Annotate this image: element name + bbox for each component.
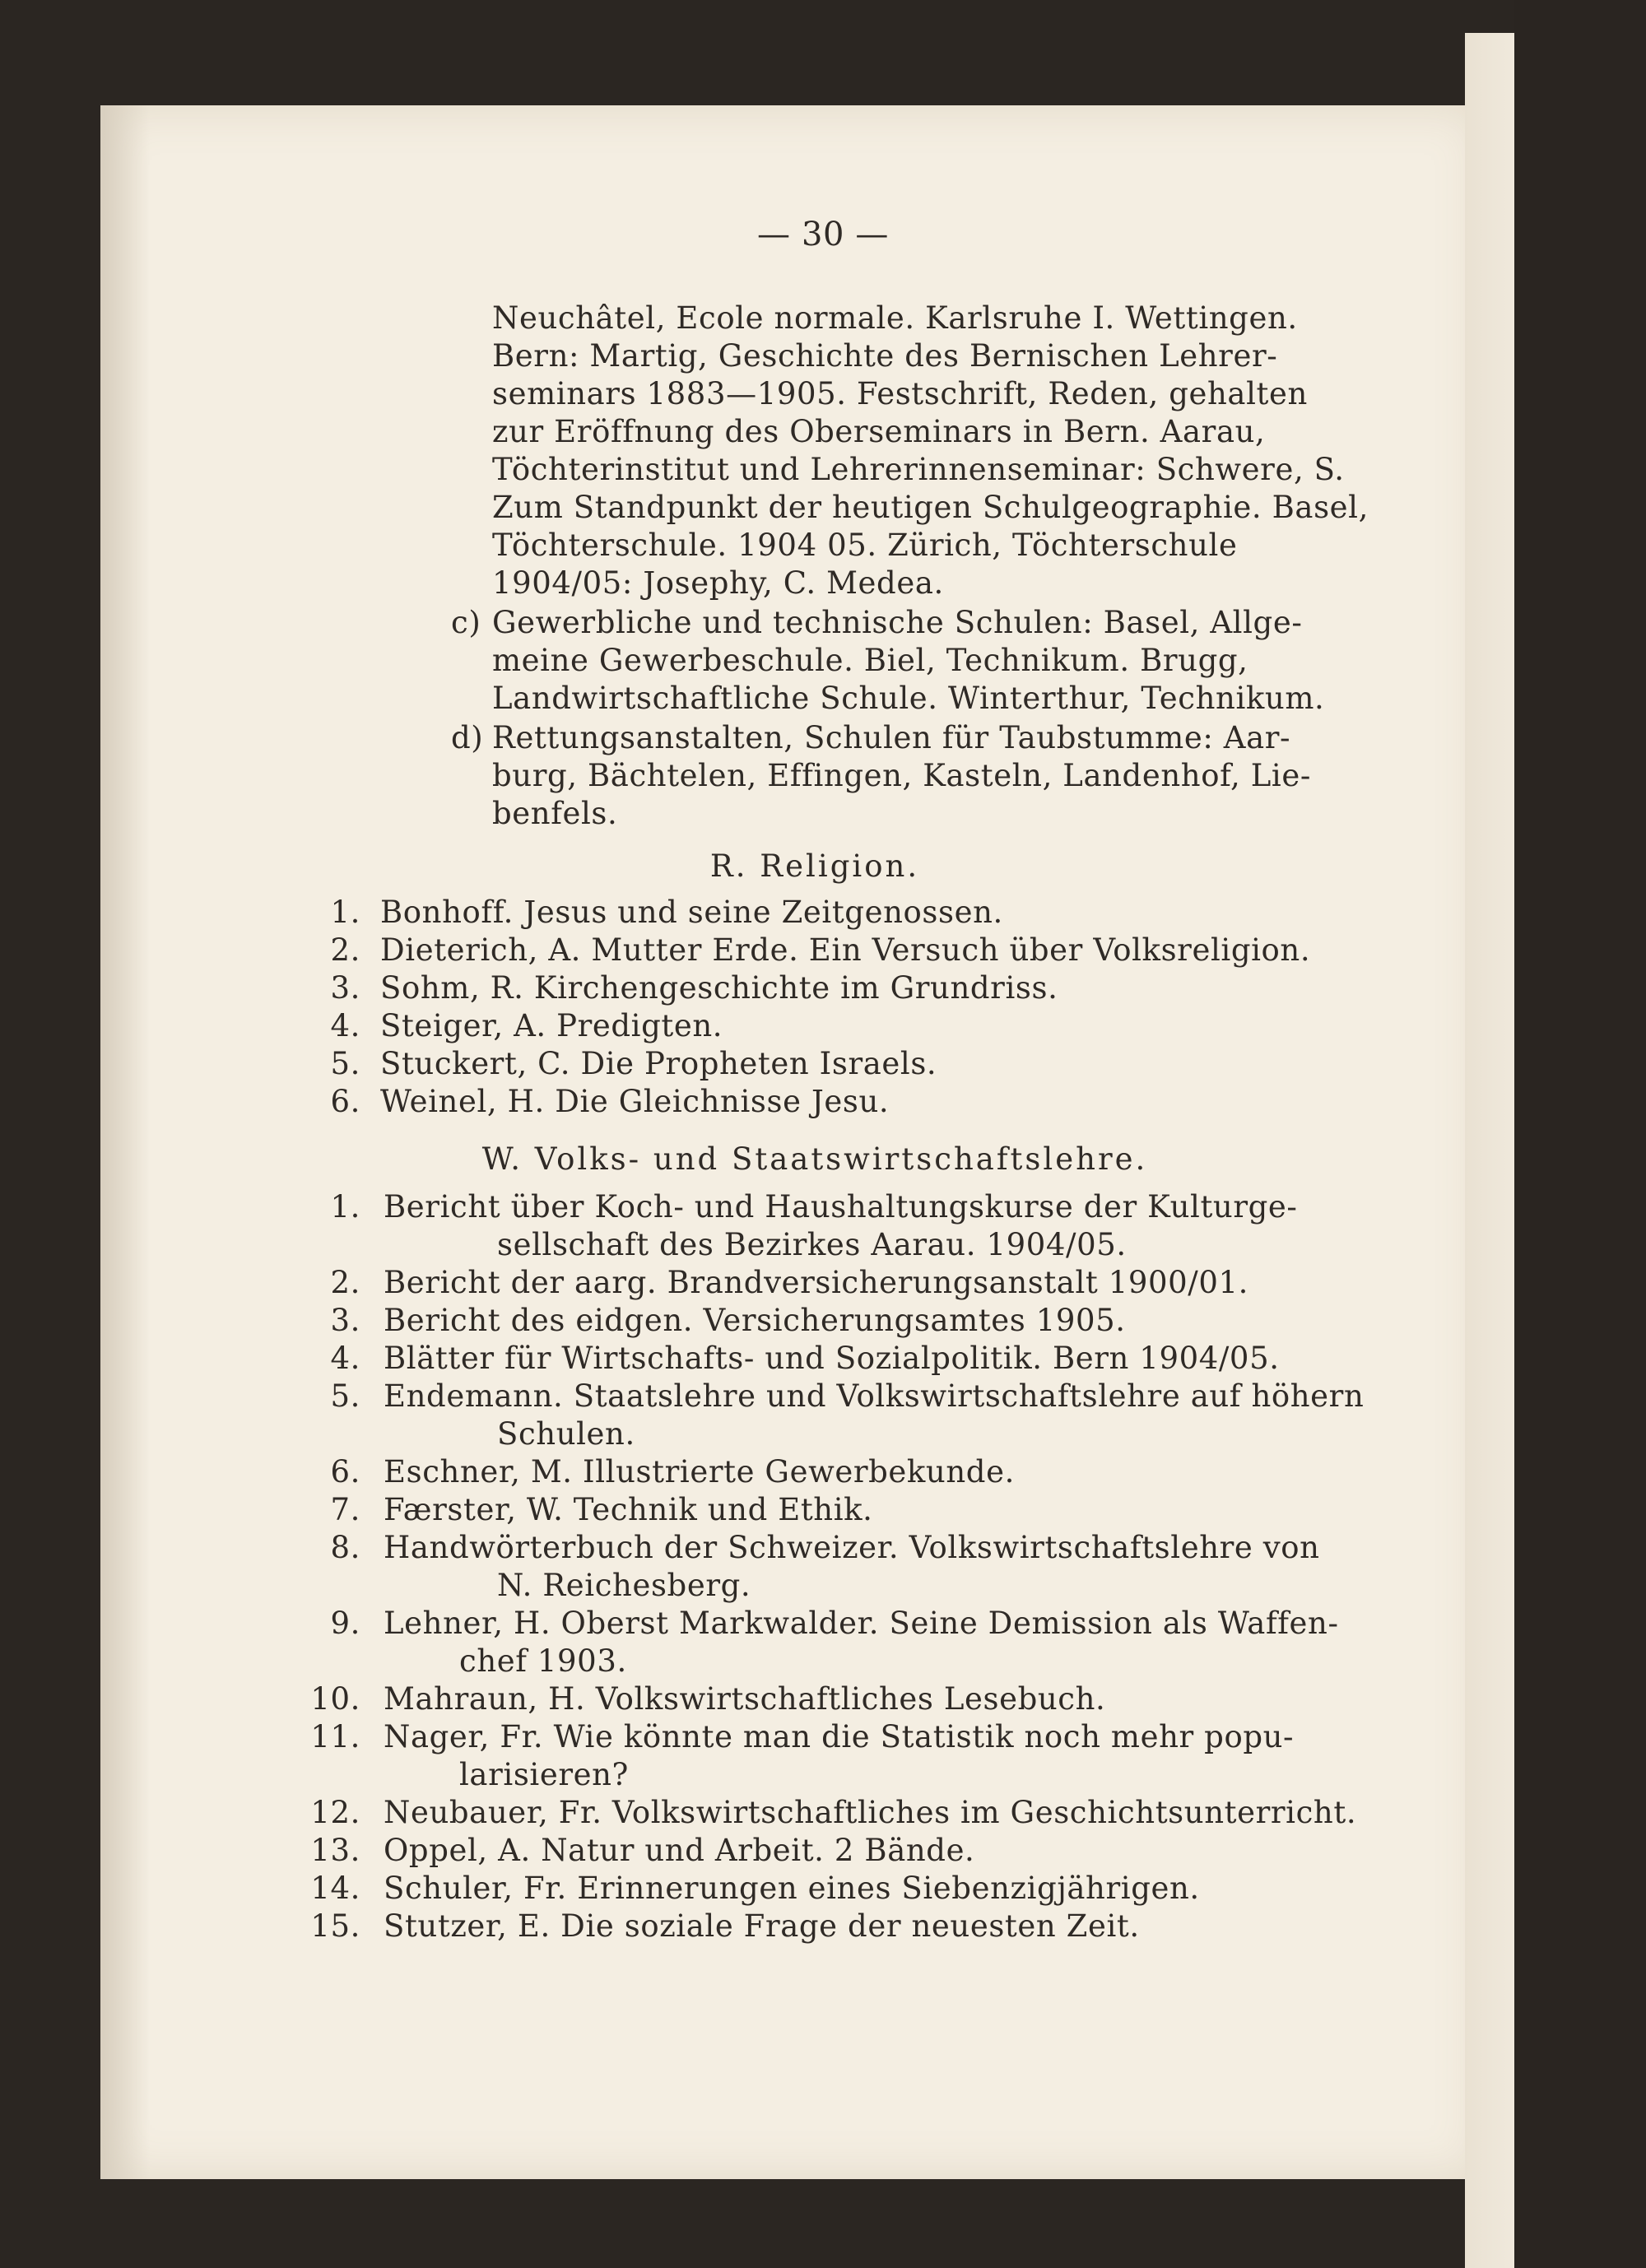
intro-line: zur Eröffnung des Oberseminars in Bern. Aarau, [492,414,1266,449]
religion-entry: Weinel, H. Die Gleichnisse Jesu. [380,1084,890,1119]
economics-entry: Lehner, H. Oberst Markwalder. Seine Demission als Waffen- [384,1606,1339,1641]
economics-entry: Endemann. Staatslehre und Volkswirtschaftslehre auf höhern [384,1378,1365,1414]
intro-line: Neuchâtel, Ecole normale. Karlsruhe I. Wettingen. [492,300,1298,336]
page-edge-shadow [100,105,150,2179]
economics-entry-continuation: N. Reichesberg. [497,1568,751,1603]
economics-entry: Bericht über Koch- und Haushaltungskurse der Kulturge- [384,1189,1298,1225]
economics-entry: Oppel, A. Natur und Arbeit. 2 Bände. [384,1833,975,1868]
book-spine-edge [1465,33,1514,2268]
entry-number: 2. [330,932,360,968]
entry-number: 15. [310,1908,360,1944]
entry-number: 10. [310,1681,360,1717]
intro-line: seminars 1883—1905. Festschrift, Reden, gehalten [492,376,1308,411]
page-number: — 30 — [757,216,889,253]
subsection-d-line: Rettungsanstalten, Schulen für Taubstumme: Aar- [492,720,1291,755]
intro-line: Töchterschule. 1904 05. Zürich, Töchterschule [492,527,1238,563]
economics-entry: Handwörterbuch der Schweizer. Volkswirtschaftslehre von [384,1530,1320,1565]
intro-line: Töchterinstitut und Lehrerinnenseminar: Schwere, S. [492,452,1345,487]
entry-number: 1. [330,1189,360,1225]
subsection-c-line: Landwirtschaftliche Schule. Winterthur, Technikum. [492,681,1325,716]
entry-number: 12. [310,1795,360,1830]
intro-line: Zum Standpunkt der heutigen Schulgeographie. Basel, [492,490,1369,525]
section-heading-religion: R. Religion. [709,848,920,884]
entry-number: 2. [330,1265,360,1300]
economics-entry: Stutzer, E. Die soziale Frage der neuesten Zeit. [384,1908,1140,1944]
entry-number: 6. [330,1454,360,1490]
subsection-c-line: meine Gewerbeschule. Biel, Technikum. Brugg, [492,643,1248,678]
economics-entry: Bericht des eidgen. Versicherungsamtes 1905. [384,1303,1126,1338]
entry-number: 6. [330,1084,360,1119]
entry-number: 5. [330,1378,360,1414]
intro-line: 1904/05: Josephy, C. Medea. [492,565,944,601]
entry-number: 7. [330,1492,360,1527]
entry-number: 5. [330,1046,360,1081]
entry-number: 13. [310,1833,360,1868]
economics-entry: Schuler, Fr. Erinnerungen eines Siebenzigjährigen. [384,1871,1200,1906]
economics-entry-continuation: sellschaft des Bezirkes Aarau. 1904/05. [497,1227,1127,1262]
entry-number: 4. [330,1008,360,1043]
subsection-c-label: c) [451,605,481,640]
section-heading-economics: W. Volks- und Staatswirtschaftslehre. [481,1141,1148,1177]
entry-number: 11. [310,1719,360,1754]
economics-entry: Blätter für Wirtschafts- und Sozialpolitik. Bern 1904/05. [384,1341,1280,1376]
economics-entry-continuation: larisieren? [459,1757,629,1792]
economics-entry-continuation: Schulen. [497,1416,635,1452]
entry-number: 3. [330,1303,360,1338]
religion-entry: Sohm, R. Kirchengeschichte im Grundriss. [380,970,1058,1006]
entry-number: 3. [330,970,360,1006]
entry-number: 8. [330,1530,360,1565]
entry-number: 9. [330,1606,360,1641]
binding-gutter [1514,0,1646,2268]
entry-number: 14. [310,1871,360,1906]
economics-entry: Nager, Fr. Wie könnte man die Statistik noch mehr popu- [384,1719,1295,1754]
subsection-d-line: benfels. [492,796,618,831]
religion-entry: Steiger, A. Predigten. [380,1008,723,1043]
religion-entry: Bonhoff. Jesus und seine Zeitgenossen. [380,895,1003,930]
economics-entry: Eschner, M. Illustrierte Gewerbekunde. [384,1454,1015,1490]
subsection-d-label: d) [451,720,484,755]
subsection-c-line: Gewerbliche und technische Schulen: Basel, Allge- [492,605,1303,640]
economics-entry: Bericht der aarg. Brandversicherungsanstalt 1900/01. [384,1265,1248,1300]
religion-entry: Stuckert, C. Die Propheten Israels. [380,1046,937,1081]
economics-entry-continuation: chef 1903. [459,1643,627,1679]
economics-entry: Neubauer, Fr. Volkswirtschaftliches im Geschichtsunterricht. [384,1795,1357,1830]
economics-entry: Mahraun, H. Volkswirtschaftliches Lesebuch. [384,1681,1106,1717]
entry-number: 4. [330,1341,360,1376]
religion-entry: Dieterich, A. Mutter Erde. Ein Versuch über Volksreligion. [380,932,1311,968]
subsection-d-line: burg, Bächtelen, Effingen, Kasteln, Landenhof, Lie- [492,758,1311,793]
economics-entry: Færster, W. Technik und Ethik. [384,1492,873,1527]
intro-line: Bern: Martig, Geschichte des Bernischen Lehrer- [492,338,1278,374]
entry-number: 1. [330,895,360,930]
